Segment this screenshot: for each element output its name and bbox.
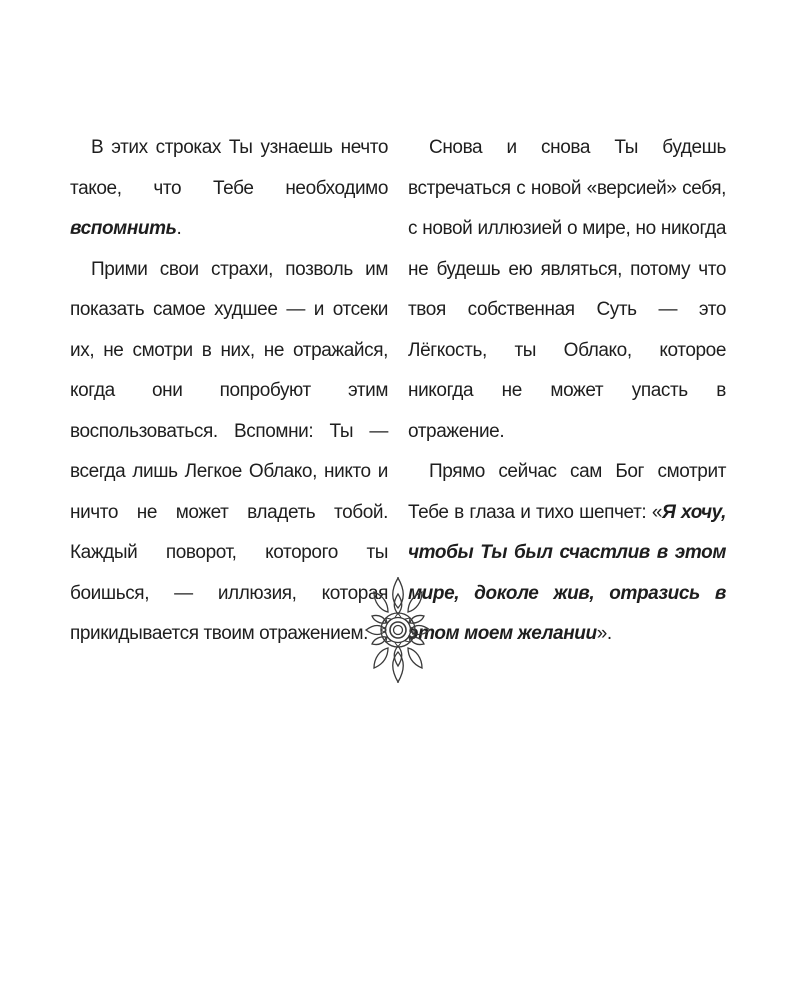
right-paragraph-1: Снова и снова Ты будешь встречаться с новой «версией» себя, с новой иллюзией о мире, но никогда не будешь ею являться, потому что твоя собственная Суть — это Лёгкость, ты Облако, которое никогда не может упасть в отражение. [408,137,726,442]
left-paragraph-1 [70,128,388,250]
right-p2-emphasis: Я хочу, чтобы Ты был счастлив в этом мире, доколе жив, отразись в этом моем желании [408,501,726,644]
left-p1-end: . [176,218,182,239]
right-p2-end: ». [596,623,612,644]
left-p1-text: В этих строках Ты узнаешь нечто такое, что Тебе необходимо [70,137,388,199]
right-paragraph-2 [408,452,726,655]
left-paragraph-2: Прими свои страхи, позволь им показать самое худшее — и отсеки их, не смотри в них, не отражайся, когда они попробуют этим воспользоваться. Вспомни: Ты — всегда лишь Легкое Облако, никто и ничто не может владеть тобой. Каждый поворот, которого ты боишься, — иллюзия, которая прикидывается твоим отражением. [70,258,388,644]
right-p2-text: Прямо сейчас сам Бог смотрит Тебе в глаза и тихо шепчет: « [408,461,726,523]
left-column [70,128,388,655]
right-column [408,128,726,655]
left-p1-emphasis: вспомнить [70,218,177,239]
mandala-icon [364,577,432,683]
